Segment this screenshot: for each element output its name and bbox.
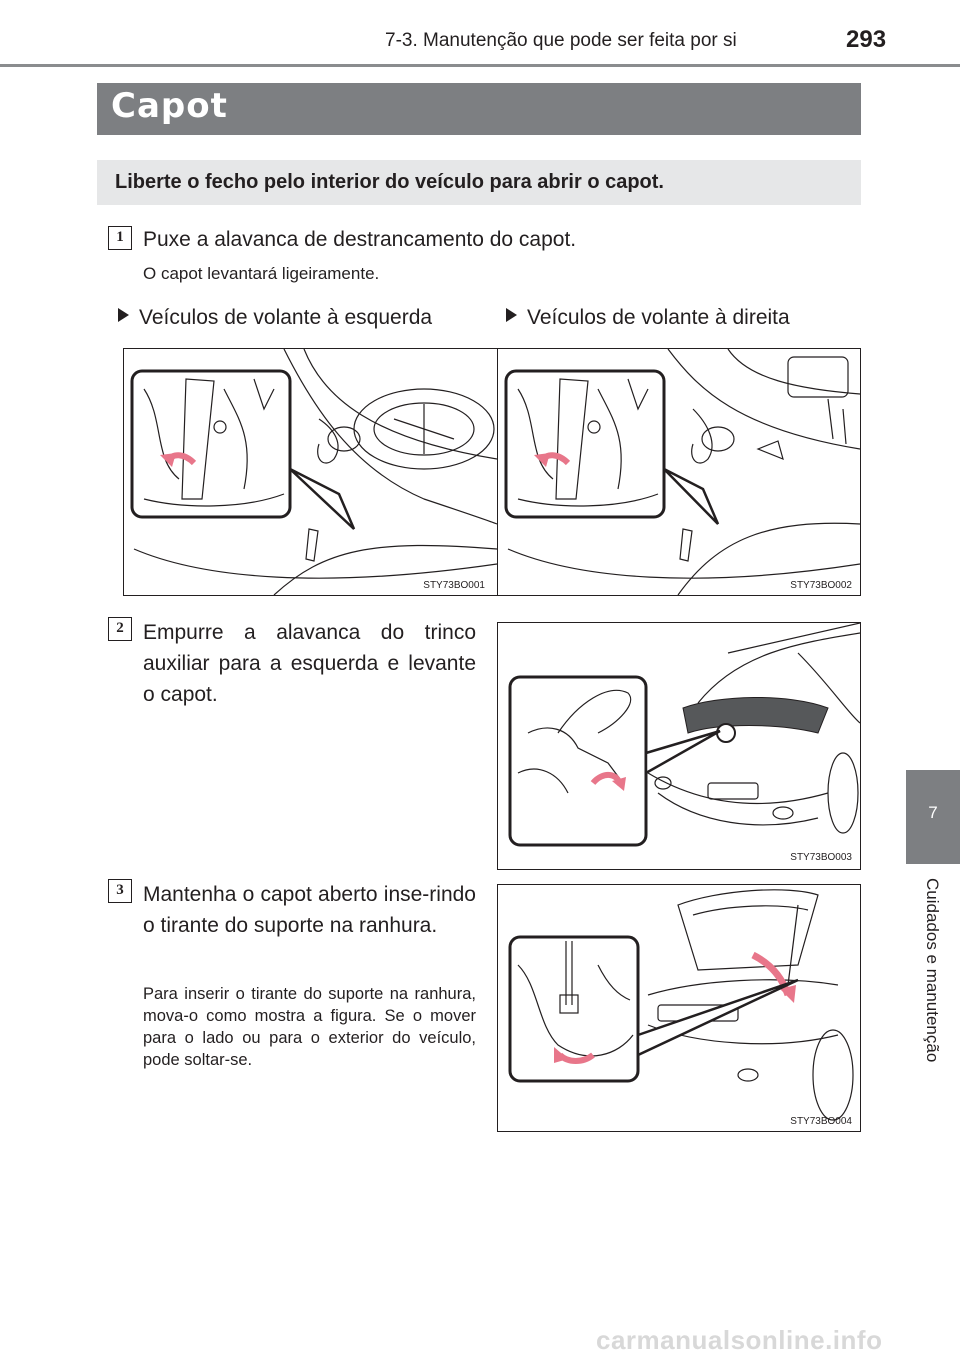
figure-code-4: STY73BO004 — [790, 1116, 852, 1127]
dashboard-illustration-icon — [124, 349, 497, 595]
triangle-bullet-icon — [506, 308, 517, 322]
chapter-number: 7 — [928, 803, 938, 822]
figure-support-rod — [497, 884, 861, 1132]
figure-code-3: STY73BO003 — [790, 852, 852, 863]
triangle-bullet-icon — [118, 308, 129, 322]
figure-left-hand-drive — [123, 348, 498, 596]
watermark: carmanualsonline.info — [596, 1325, 883, 1355]
step-1-text: Puxe a alavanca de destrancamento do capot. — [143, 228, 577, 251]
step-3-text: Mantenha o capot aberto inse-rindo o tirante do suporte na ranhura. — [143, 883, 476, 937]
dashboard-illustration-icon — [498, 349, 860, 595]
figure-code-1: STY73BO001 — [423, 580, 485, 591]
figure-code-2: STY73BO002 — [790, 580, 852, 591]
subheading-left-hand-drive: Veículos de volante à esquerda — [118, 306, 432, 330]
step-3-note: Para inserir o tirante do suporte na ranhura, mova-o como mostra a figura. Se o mover para o lado ou para o exterior do veículo, pode soltar-se. — [143, 985, 476, 1069]
car-hood-open-illustration-icon — [498, 885, 860, 1131]
figure-auxiliary-latch — [497, 622, 861, 870]
running-header: 7-3. Manutenção que pode ser feita por si — [385, 30, 737, 51]
page-number: 293 — [846, 26, 887, 53]
lead-text: Liberte o fecho pelo interior do veículo para abrir o capot. — [115, 171, 664, 193]
step-1-note: O capot levantará ligeiramente. — [143, 264, 380, 283]
step-number-2: 2 — [108, 617, 132, 641]
section-title: Capot — [111, 86, 228, 126]
step-2-text: Empurre a alavanca do trinco auxiliar para a esquerda e levante o capot. — [143, 621, 476, 706]
chapter-label: Cuidados e manutenção — [923, 878, 942, 1063]
figure-right-hand-drive — [497, 348, 861, 596]
subheading-right-hand-drive: Veículos de volante à direita — [506, 306, 790, 330]
car-front-illustration-icon — [498, 623, 860, 869]
step-number-3: 3 — [108, 879, 132, 903]
header-divider — [0, 64, 960, 67]
step-number-1: 1 — [108, 226, 132, 250]
